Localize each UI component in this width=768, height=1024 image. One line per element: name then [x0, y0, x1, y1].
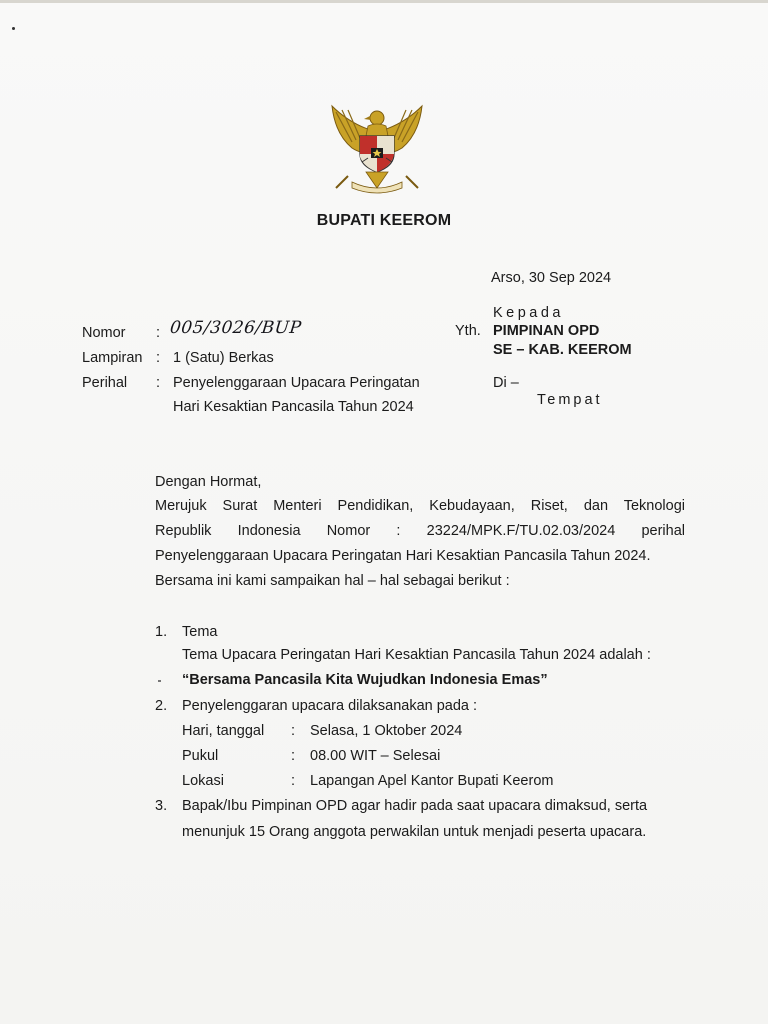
detail-label: Pukul [182, 748, 219, 764]
item-2-number: 2. [155, 698, 168, 714]
kepada-label: Kepada [493, 305, 564, 321]
letter-date: Arso, 30 Sep 2024 [491, 270, 612, 286]
nomor-colon: : [156, 325, 161, 341]
item-3-number: 3. [155, 798, 168, 814]
item-3-line-1: Bapak/Ibu Pimpinan OPD agar hadir pada saat upacara dimaksud, serta [182, 798, 648, 814]
tempat-label: Tempat [537, 392, 603, 408]
detail-label: Hari, tanggal [182, 723, 265, 739]
detail-colon: : [291, 773, 296, 789]
recipient-line-1: PIMPINAN OPD [493, 323, 600, 339]
item-1-quote: “Bersama Pancasila Kita Wujudkan Indonesia Emas” [182, 672, 548, 688]
di-label: Di – [493, 375, 519, 391]
detail-label: Lokasi [182, 773, 224, 789]
detail-value: 08.00 WIT – Selesai [310, 748, 441, 764]
lampiran-colon: : [156, 350, 161, 366]
item-1-title: Tema [182, 624, 218, 640]
lampiran-label: Lampiran [82, 350, 143, 366]
body-paragraph-line-4: Bersama ini kami sampaikan hal – hal sebagai berikut : [155, 573, 510, 589]
body-paragraph-line-3: Penyelenggaraan Upacara Peringatan Hari Kesaktian Pancasila Tahun 2024. [155, 548, 651, 564]
perihal-line-1: Penyelenggaraan Upacara Peringatan [173, 375, 420, 391]
perihal-label: Perihal [82, 375, 128, 391]
greeting: Dengan Hormat, [155, 474, 262, 490]
item-2-title: Penyelenggaran upacara dilaksanakan pada : [182, 698, 478, 714]
detail-colon: : [291, 748, 296, 764]
perihal-line-2: Hari Kesaktian Pancasila Tahun 2024 [173, 399, 414, 415]
item-3-line-2: menunjuk 15 Orang anggota perwakilan untuk menjadi peserta upacara. [182, 824, 647, 840]
body-paragraph-line-2: Republik Indonesia Nomor : 23224/MPK.F/TU.02.03/2024 perihal [155, 523, 685, 539]
detail-value: Selasa, 1 Oktober 2024 [310, 723, 463, 739]
perihal-colon: : [156, 375, 161, 391]
letterhead-title: BUPATI KEEROM [316, 212, 452, 229]
nomor-label: Nomor [82, 325, 126, 341]
item-1-text: Tema Upacara Peringatan Hari Kesaktian Pancasila Tahun 2024 adalah : [182, 647, 651, 663]
garuda-emblem-icon [322, 102, 432, 198]
nomor-handwritten-value: 005/3026/BUP [168, 318, 303, 338]
body-paragraph-line-1: Merujuk Surat Menteri Pendidikan, Kebudayaan, Riset, dan Teknologi [155, 498, 685, 514]
detail-value: Lapangan Apel Kantor Bupati Keerom [310, 773, 554, 789]
scan-edge [0, 0, 768, 3]
item-1-number: 1. [155, 624, 168, 640]
scan-speck [12, 27, 15, 30]
lampiran-value: 1 (Satu) Berkas [173, 350, 274, 366]
recipient-line-2: SE – KAB. KEEROM [493, 342, 632, 358]
yth-label: Yth. [455, 323, 481, 339]
detail-colon: : [291, 723, 296, 739]
scan-dot [158, 680, 161, 682]
